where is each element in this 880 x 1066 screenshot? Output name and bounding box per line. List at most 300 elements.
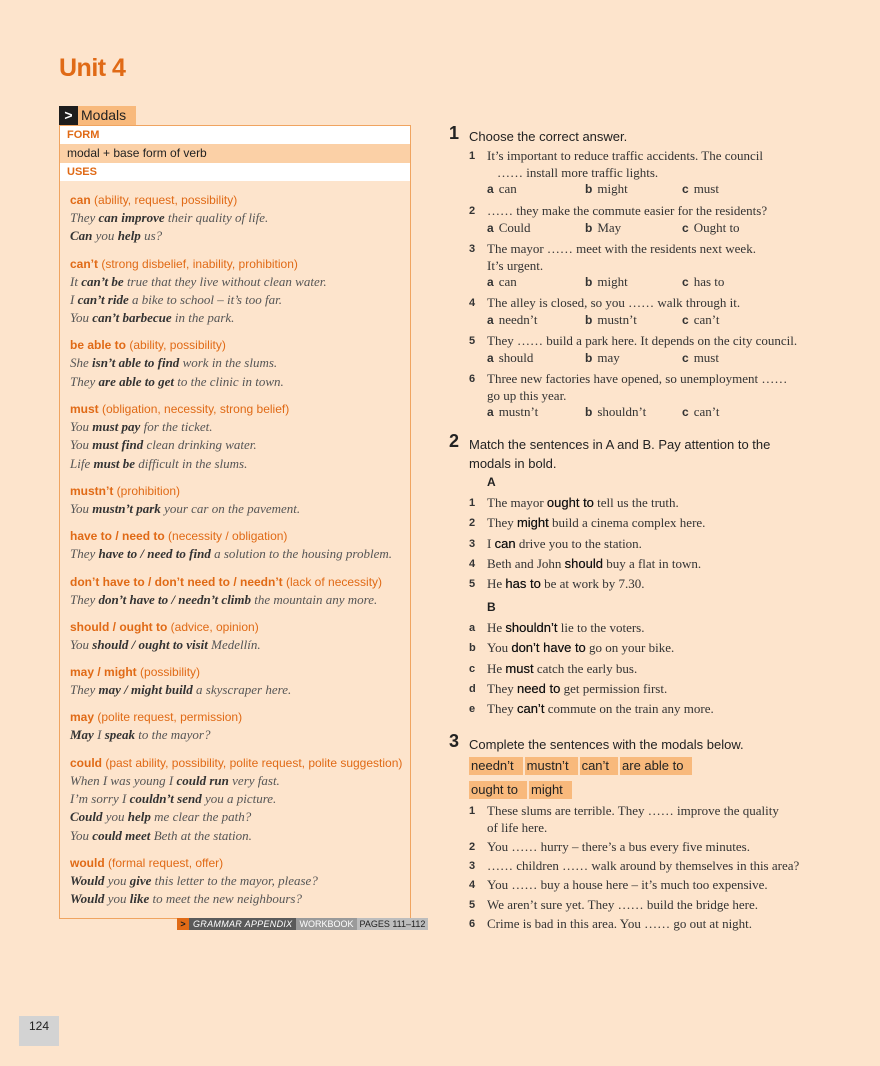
option-text: must <box>693 350 719 365</box>
option-letter: b <box>585 313 593 327</box>
example-sentence <box>70 636 410 654</box>
use-description: (advice, opinion) <box>167 619 259 634</box>
use-title <box>70 574 410 591</box>
option-text: might <box>597 181 628 196</box>
option-text: shouldn’t <box>597 404 647 419</box>
question-text <box>487 371 817 404</box>
exercise-number: 3 <box>449 731 460 751</box>
option-text: has to <box>693 274 725 289</box>
example-text: They <box>70 546 99 562</box>
modal-name: can’t <box>70 256 99 271</box>
example-sentence <box>70 681 410 699</box>
item-text-pre: They <box>487 680 517 696</box>
question-text <box>487 858 817 875</box>
answer-option[interactable] <box>682 312 719 329</box>
question-number: 3 <box>469 243 476 255</box>
use-description: (strong disbelief, inability, prohibition) <box>98 256 298 271</box>
item-text-post: lie to the voters. <box>557 620 645 635</box>
question-item <box>469 148 829 208</box>
word-box-item: can’t <box>580 757 618 775</box>
item-text-pre: He <box>487 660 506 676</box>
example-text: She <box>70 355 93 371</box>
option-text: can’t <box>693 404 720 419</box>
uses-list <box>60 181 410 909</box>
match-item[interactable] <box>469 556 829 574</box>
use-block <box>70 709 410 744</box>
modal-name: may <box>70 710 95 725</box>
item-label: a <box>469 622 476 634</box>
example-text: I <box>70 291 78 307</box>
match-item[interactable] <box>469 515 829 533</box>
section-tab-label: Modals <box>81 107 127 123</box>
example-text: you <box>104 891 130 907</box>
question-line: The alley is closed, so you …… walk through it. <box>487 295 741 310</box>
use-title <box>70 256 410 273</box>
answer-option[interactable] <box>682 274 724 291</box>
match-item[interactable] <box>469 640 829 658</box>
example-text: a solution to the housing problem. <box>210 546 392 562</box>
example-sentence <box>70 209 410 227</box>
example-text: for the ticket. <box>140 419 213 435</box>
example-sentence <box>70 291 410 309</box>
modal-phrase: ought to <box>546 495 594 510</box>
match-item[interactable] <box>469 701 829 719</box>
example-text: Life <box>70 455 94 471</box>
modal-phrase: can’t <box>516 701 545 717</box>
use-description: (polite request, permission) <box>94 710 243 725</box>
item-label: d <box>469 682 476 695</box>
example-text: a skyscraper here. <box>192 682 292 698</box>
option-text: may <box>597 350 620 365</box>
modal-name: may / might <box>70 665 137 680</box>
modal-name: should / ought to <box>70 619 168 634</box>
use-block <box>70 619 410 654</box>
option-letter: c <box>682 182 689 196</box>
example-text: you <box>104 872 130 888</box>
item-text-post: drive you to the station. <box>515 535 642 551</box>
item-text <box>487 536 817 553</box>
use-description: (obligation, necessity, strong belief) <box>98 402 290 417</box>
item-text <box>487 620 817 637</box>
use-title <box>70 619 410 636</box>
modal-phrase: must find <box>92 437 144 453</box>
modal-phrase: can’t be <box>81 273 124 289</box>
match-item[interactable] <box>469 620 829 638</box>
example-text: I’m sorry I <box>70 791 130 807</box>
modal-phrase: May <box>70 727 94 743</box>
modal-phrase: couldn’t send <box>129 791 202 807</box>
example-text: Medellín. <box>207 636 261 652</box>
option-text: mustn’t <box>597 312 637 327</box>
question-text <box>487 241 817 274</box>
answer-option[interactable] <box>682 404 719 421</box>
word-box-item: are able to <box>620 757 692 775</box>
use-block <box>70 337 410 391</box>
modal-phrase: can’t barbecue <box>92 310 172 326</box>
item-text-pre: You <box>487 640 512 656</box>
example-sentence <box>70 309 410 327</box>
question-number: 1 <box>469 150 476 162</box>
modal-name: can <box>70 193 91 207</box>
question-line: The mayor …… meet with the residents next week. <box>487 241 756 256</box>
example-text: You <box>70 310 93 326</box>
item-text <box>487 661 817 678</box>
option-letter: b <box>585 275 593 289</box>
modal-phrase: help <box>117 228 141 244</box>
answer-option[interactable] <box>487 404 538 421</box>
exercise-number: 1 <box>449 123 460 143</box>
option-letter: c <box>682 275 689 289</box>
modal-phrase: Can <box>70 228 93 244</box>
exercise-number: 2 <box>449 431 460 451</box>
question-line: Three new factories have opened, so unemployment …… <box>487 371 788 386</box>
question-item <box>469 803 829 837</box>
item-text-pre: They <box>487 515 517 531</box>
modal-name: would <box>70 855 105 870</box>
answer-option[interactable] <box>487 312 537 329</box>
match-item[interactable] <box>469 536 829 554</box>
item-text-pre: The mayor <box>487 495 547 510</box>
match-item[interactable] <box>469 681 829 699</box>
example-text: you a picture. <box>201 791 277 807</box>
example-text: You <box>70 419 93 435</box>
answer-option[interactable] <box>682 350 719 367</box>
question-number: 3 <box>469 860 476 872</box>
question-line: It’s urgent. <box>487 257 544 273</box>
answer-option[interactable] <box>682 220 740 237</box>
modal-name: have to / need to <box>70 529 165 544</box>
example-text: the mountain any more. <box>251 591 378 607</box>
page-number: 124 <box>19 1016 59 1046</box>
item-text <box>487 495 817 512</box>
option-text: might <box>597 274 628 289</box>
question-line: of life here. <box>487 819 548 835</box>
option-text: Could <box>498 220 531 235</box>
answer-option[interactable] <box>585 274 628 291</box>
question-line: It’s important to reduce traffic accidents. The council <box>487 148 764 163</box>
modal-phrase: help <box>127 809 151 825</box>
use-block <box>70 256 410 328</box>
use-title <box>70 192 410 209</box>
answer-option[interactable] <box>585 404 646 421</box>
example-sentence <box>70 273 410 291</box>
example-sentence <box>70 726 410 744</box>
use-title <box>70 664 410 681</box>
question-text <box>487 148 817 181</box>
example-sentence <box>70 890 410 908</box>
item-label: b <box>469 642 476 655</box>
item-text-post: buy a flat in town. <box>602 555 702 571</box>
example-text: this letter to the mayor, please? <box>151 872 318 888</box>
item-text-post: tell us the truth. <box>593 495 679 510</box>
question-text <box>487 916 817 933</box>
modal-name: be able to <box>70 338 127 353</box>
modal-phrase: could meet <box>92 827 151 843</box>
word-box-row-1 <box>469 757 694 775</box>
grammar-appendix-bar[interactable] <box>177 918 428 930</box>
question-number: 1 <box>469 805 476 817</box>
item-text-post: go on your bike. <box>585 640 675 656</box>
answer-option[interactable] <box>585 181 628 198</box>
grammar-appendix-link[interactable]: GRAMMAR APPENDIX <box>189 918 296 930</box>
example-text: clean drinking water. <box>143 437 257 453</box>
item-text <box>487 640 817 657</box>
question-line: …… children …… walk around by themselves in this area? <box>487 858 800 873</box>
match-item[interactable] <box>469 661 829 679</box>
answer-option[interactable] <box>487 181 517 198</box>
exercise-instruction: Match the sentences in A and B. Pay attention to the modals in bold. <box>469 437 771 471</box>
use-block <box>70 192 410 246</box>
use-title <box>70 709 410 726</box>
example-text: You <box>70 827 93 843</box>
question-text <box>487 877 817 894</box>
example-text: in the park. <box>171 310 235 326</box>
example-text: you <box>92 228 118 244</box>
answer-option[interactable] <box>487 350 533 367</box>
modal-name: mustn’t <box>70 483 114 498</box>
option-text: Ought to <box>693 220 740 235</box>
example-sentence <box>70 827 410 845</box>
form-header: FORM <box>60 126 410 144</box>
match-item[interactable] <box>469 576 829 594</box>
item-text-pre: Beth and John <box>487 555 565 571</box>
question-number: 4 <box>469 297 476 309</box>
example-sentence <box>70 545 410 563</box>
column-b-label: B <box>487 600 496 614</box>
question-text <box>487 203 817 220</box>
example-sentence <box>70 227 410 245</box>
question-item <box>469 371 829 431</box>
modal-phrase: don’t have to <box>511 640 586 656</box>
item-text-post: build a cinema complex here. <box>548 515 706 531</box>
answer-option[interactable] <box>487 274 517 291</box>
question-text <box>487 295 817 312</box>
example-sentence <box>70 373 410 391</box>
option-letter: a <box>487 313 494 327</box>
modal-phrase: Would <box>70 891 105 907</box>
exercise-instruction: Complete the sentences with the modals below. <box>469 737 744 752</box>
example-text: They <box>70 373 99 389</box>
question-line: We aren’t sure yet. They …… build the bridge here. <box>487 897 759 912</box>
example-sentence <box>70 772 410 790</box>
use-title <box>70 401 410 418</box>
item-text-pre: I <box>487 535 495 551</box>
modal-phrase: have to / need to find <box>98 546 211 562</box>
example-text: their quality of life. <box>164 210 269 225</box>
example-text: a bike to school – it’s too far. <box>128 291 282 307</box>
option-text: can’t <box>693 312 720 327</box>
answer-option[interactable] <box>487 220 530 237</box>
option-text: should <box>498 350 534 365</box>
answer-option[interactable] <box>585 220 621 237</box>
chevron-right-icon: > <box>59 106 78 125</box>
example-text: you <box>102 809 128 825</box>
option-letter: c <box>682 351 689 365</box>
word-box-item: needn’t <box>469 757 523 775</box>
modal-phrase: must pay <box>92 419 141 435</box>
question-line: They …… build a park here. It depends on the city council. <box>487 333 798 348</box>
use-title <box>70 755 410 772</box>
modal-phrase: may / might build <box>98 682 193 698</box>
option-letter: a <box>487 351 494 365</box>
example-text: You <box>70 437 93 453</box>
item-text <box>487 515 817 532</box>
use-block <box>70 855 410 909</box>
use-description: (ability, possibility) <box>126 338 226 353</box>
workbook-pages: PAGES 111–112 <box>357 918 429 930</box>
example-text: difficult in the slums. <box>135 455 248 471</box>
question-number: 6 <box>469 918 476 930</box>
word-box-item: mustn’t <box>525 757 578 775</box>
question-item <box>469 241 829 301</box>
item-text-post: commute on the train any more. <box>544 701 714 717</box>
use-description: (lack of necessity) <box>282 574 383 589</box>
option-letter: c <box>682 313 689 327</box>
option-letter: b <box>585 182 593 196</box>
modal-phrase: mustn’t park <box>92 500 161 516</box>
answer-option[interactable] <box>585 350 620 367</box>
option-letter: b <box>585 405 593 419</box>
example-sentence <box>70 436 410 454</box>
use-block <box>70 483 410 518</box>
modal-phrase: has to <box>505 576 541 592</box>
modal-phrase: need to <box>516 680 561 696</box>
example-sentence <box>70 418 410 436</box>
example-text: work in the slums. <box>179 355 278 371</box>
example-text: You <box>70 500 93 516</box>
option-letter: b <box>585 351 593 365</box>
option-letter: b <box>585 221 593 235</box>
use-title <box>70 337 410 354</box>
item-label: 4 <box>469 557 476 570</box>
question-number: 6 <box>469 373 476 385</box>
question-line: go up this year. <box>487 387 567 403</box>
option-letter: a <box>487 405 494 419</box>
modal-phrase: give <box>129 872 152 888</box>
exercise-instruction: Choose the correct answer. <box>469 129 628 144</box>
item-label: c <box>469 662 476 675</box>
option-letter: a <box>487 221 494 235</box>
use-description: (past ability, possibility, polite request, polite suggestion) <box>102 755 403 770</box>
item-text-pre: He <box>487 620 506 635</box>
question-line: These slums are terrible. They …… improve the quality <box>487 803 779 818</box>
item-label: e <box>469 703 476 716</box>
use-title <box>70 855 410 872</box>
option-text: May <box>597 220 622 235</box>
form-text: modal + base form of verb <box>60 144 410 163</box>
modal-phrase: speak <box>104 727 136 743</box>
question-number: 5 <box>469 335 476 347</box>
column-a-label: A <box>487 475 496 489</box>
option-letter: c <box>682 221 689 235</box>
example-text: I <box>93 727 105 743</box>
item-text-post: be at work by 7.30. <box>540 576 645 592</box>
modal-phrase: must be <box>93 455 136 471</box>
modal-name: don’t have to / don’t need to / needn’t <box>70 574 283 589</box>
question-text <box>487 839 817 856</box>
question-number: 2 <box>469 841 476 853</box>
question-line: …… they make the commute easier for the residents? <box>487 203 768 218</box>
item-text <box>487 556 817 573</box>
use-block <box>70 574 410 609</box>
item-text <box>487 681 817 698</box>
item-label: 3 <box>469 537 476 550</box>
example-sentence <box>70 790 410 808</box>
item-label: 1 <box>469 497 476 509</box>
workbook-label: WORKBOOK <box>296 918 356 930</box>
question-text <box>487 897 817 914</box>
item-text <box>487 576 817 593</box>
use-description: (necessity / obligation) <box>164 529 288 544</box>
question-number: 5 <box>469 899 476 911</box>
example-text: They <box>70 210 99 225</box>
word-box-item: ought to <box>469 781 527 799</box>
example-text: They <box>70 682 99 698</box>
example-text: us? <box>140 228 163 244</box>
question-line: You …… buy a house here – it’s much too expensive. <box>487 877 768 892</box>
option-text: can <box>498 181 517 196</box>
answer-option[interactable] <box>682 181 719 198</box>
question-text <box>487 333 817 350</box>
modal-name: must <box>70 402 99 417</box>
example-text: very fast. <box>228 772 280 788</box>
example-text: It <box>70 273 82 289</box>
section-tab <box>59 106 136 125</box>
modal-phrase: like <box>129 891 150 907</box>
example-text: your car on the pavement. <box>160 500 301 516</box>
example-sentence <box>70 500 410 518</box>
example-text: true that they live without clean water. <box>123 273 327 289</box>
use-description: (prohibition) <box>113 483 181 498</box>
item-text-post: catch the early bus. <box>533 660 638 676</box>
modal-phrase: are able to get <box>98 373 174 389</box>
use-block <box>70 664 410 699</box>
item-text-pre: He <box>487 576 506 592</box>
question-line: Crime is bad in this area. You …… go out at night. <box>487 916 753 931</box>
option-letter: a <box>487 275 494 289</box>
option-text: must <box>693 181 719 196</box>
modal-phrase: can <box>494 535 516 551</box>
arrow-icon: > <box>177 918 189 930</box>
example-text: to meet the new neighbours? <box>149 891 302 907</box>
modal-phrase: should / ought to visit <box>92 636 208 652</box>
example-sentence <box>70 455 410 473</box>
use-block <box>70 755 410 845</box>
answer-option[interactable] <box>585 312 637 329</box>
modal-phrase: could run <box>176 772 229 788</box>
question-line: You …… hurry – there’s a bus every five minutes. <box>487 839 750 854</box>
word-box-row-2 <box>469 781 574 799</box>
example-text: to the mayor? <box>135 727 211 743</box>
item-label: 5 <box>469 578 476 591</box>
use-title <box>70 528 410 545</box>
example-text: You <box>70 636 93 652</box>
modal-phrase: Would <box>70 872 105 888</box>
modal-phrase: don’t have to / needn’t climb <box>98 591 252 607</box>
option-text: can <box>498 274 517 289</box>
grammar-box <box>59 125 411 919</box>
option-text: needn’t <box>498 312 538 327</box>
example-sentence <box>70 354 410 372</box>
match-item[interactable] <box>469 495 829 513</box>
use-block <box>70 528 410 563</box>
example-text: to the clinic in town. <box>174 373 284 389</box>
example-text: Beth at the station. <box>150 827 252 843</box>
use-description: (possibility) <box>136 665 201 680</box>
modal-phrase: should <box>564 555 603 571</box>
option-letter: a <box>487 182 494 196</box>
use-title <box>70 483 410 500</box>
